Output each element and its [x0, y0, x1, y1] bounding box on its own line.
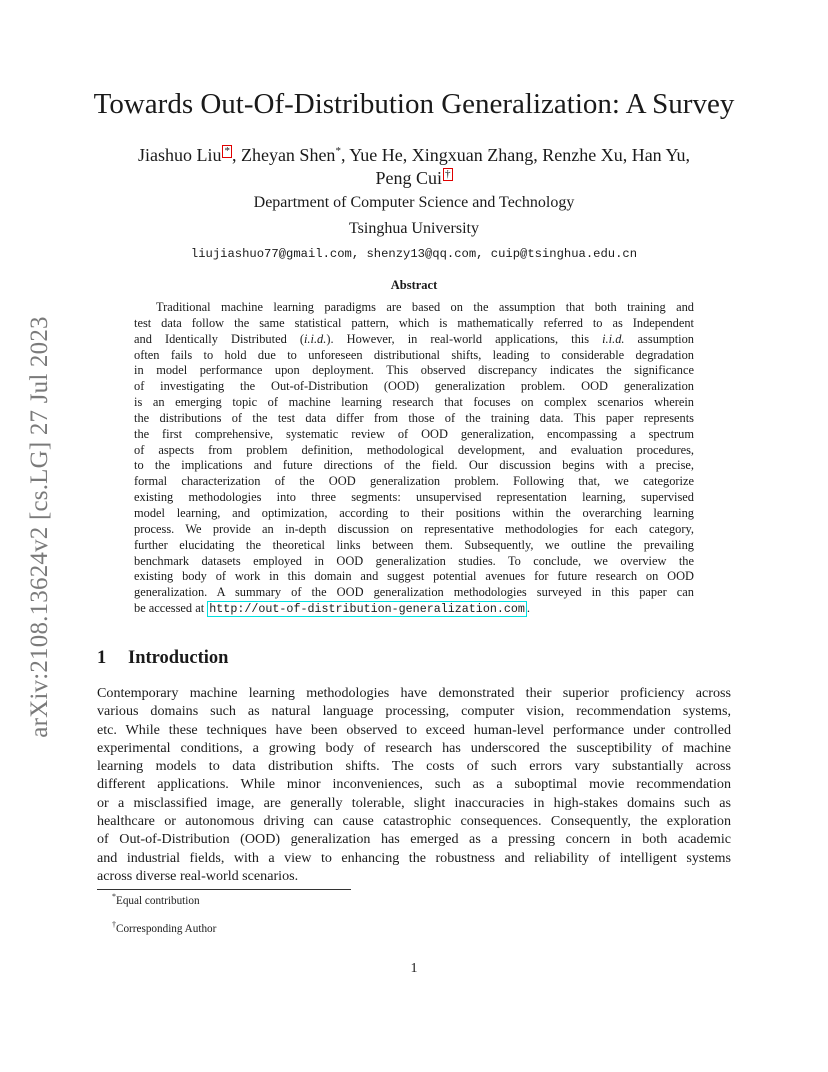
abstract-body: [134, 300, 694, 618]
abstract-line: and Identically Distributed (i.i.d.). However, in real-world applications, this i.i.d. assumption: [134, 331, 695, 346]
body-line: different applications. While minor inconveniences, such as a suboptimal movie recommendation: [97, 776, 731, 793]
abstract-line: the first comprehensive, systematic review of OOD generalization, encompassing a spectrum: [134, 426, 694, 441]
abstract-line: Traditional machine learning paradigms are based on the assumption that both training and: [156, 300, 694, 314]
footnote-link-equal-contribution[interactable]: *: [224, 145, 230, 157]
body-line: or a misclassified image, are generally tolerable, slight inaccuracies in high-stakes domains such as: [97, 794, 731, 811]
author-liu: Jiashuo Liu: [137, 145, 222, 165]
body-line: healthcare or autonomous driving can cause catastrophic consequences. Consequently, the exploration: [97, 813, 731, 830]
abstract-heading: Abstract: [390, 278, 438, 292]
abstract-line: existing methodologies into three segments: unsupervised representation learning, supervised: [134, 490, 694, 505]
body-line: etc. While these techniques have been observed to exceed human-level performance under controlled: [97, 721, 731, 738]
author-list: [95, 144, 733, 190]
author-line-1: [95, 144, 733, 167]
abstract-line: process. We provide an in-depth discussion on representative methodologies for each category,: [134, 521, 694, 536]
abstract-line: be accessed at http://out-of-distribution-generalization.com .: [134, 601, 531, 617]
abstract-line: of aspects from problem definition, methodological development, and evaluation procedures,: [134, 442, 694, 457]
abstract-line: often fails to hold due to unforeseen distributional shifts, leading to considerable degradation: [134, 347, 694, 362]
project-url-link[interactable]: http://out-of-distribution-generalization.com: [209, 602, 525, 617]
footnote-divider: [97, 889, 351, 890]
affiliation-university: Tsinghua University: [349, 220, 479, 237]
abstract-line: of investigating the Out-of-Distribution (OOD) generalization problem. OOD generalization: [134, 379, 694, 394]
author-cui: Peng Cui: [375, 168, 442, 188]
arxiv-identifier-stamp: arXiv:2108.13624v2 [cs.LG] 27 Jul 2023: [26, 316, 53, 738]
abstract-line: in model performance upon deployment. This observed discrepancy indicates the significance: [134, 363, 694, 378]
equal-contribution-mark: *: [335, 145, 341, 157]
abstract-line: existing body of work in this domain and suggest potential avenues for future research on OOD: [134, 569, 694, 584]
body-line: and industrial fields, with a view to enhancing the robustness and reliability of intelligent systems: [97, 849, 731, 866]
section-title: Introduction: [128, 648, 229, 668]
paper-title: Towards Out-Of-Distribution Generalization: A Survey: [93, 88, 735, 120]
author-line-2: [95, 167, 733, 190]
abstract-line: to the implications and future directions of the field. Our discussion begins with a precise,: [134, 458, 694, 473]
abstract-line: the distributions of the test data differ from those of the training data. This paper represents: [134, 410, 694, 425]
abstract-line: test data follow the same statistical pattern, which is mathematically referred to as Independent: [134, 315, 694, 330]
footnote-link-corresponding-author[interactable]: †: [445, 168, 451, 180]
section-number: 1: [97, 648, 107, 668]
body-line: experimental conditions, a growing body of research has underscored the susceptibility of machine: [97, 739, 731, 756]
affiliation-department: Department of Computer Science and Technology: [253, 194, 575, 211]
abstract-line: model learning, and optimization, according to their positions within the overarching learning: [134, 505, 694, 520]
author-shen: , Zheyan Shen: [231, 145, 336, 165]
section-heading-introduction: [97, 648, 228, 669]
body-line: across diverse real-world scenarios.: [97, 867, 299, 884]
abstract-line: benchmark datasets employed in OOD generalization studies. To conclude, we overview the: [134, 553, 694, 568]
footnote-corresponding-author: †Corresponding Author: [112, 920, 217, 935]
abstract-line: formal characterization of the OOD generalization problem. Following that, we categorize: [134, 474, 694, 489]
abstract-line: further elucidating the theoretical links between them. Subsequently, we outline the prevailing: [134, 537, 694, 552]
introduction-body: [97, 684, 731, 885]
body-line: Contemporary machine learning methodologies have demonstrated their superior proficiency across: [97, 685, 731, 701]
body-line: learning models to data distribution shifts. The costs of such errors vary substantially across: [97, 758, 731, 775]
abstract-line: is an emerging topic of machine learning research that focuses on complex scenarios wherein: [134, 395, 694, 410]
footnote-equal-contribution: *Equal contribution: [112, 892, 200, 907]
page-number: 1: [410, 961, 418, 976]
author-others: , Yue He, Xingxuan Zhang, Renzhe Xu, Han Yu,: [340, 145, 691, 165]
body-line: of Out-of-Distribution (OOD) generalization has emerged as a pressing concern in both academic: [97, 831, 731, 848]
author-emails: liujiashuo77@gmail.com, shenzy13@qq.com, cuip@tsinghua.edu.cn: [190, 247, 638, 261]
abstract-line: generalization. A summary of the OOD generalization methodologies surveyed in this paper can: [134, 585, 694, 600]
body-line: various domains such as natural language processing, computer vision, recommendation systems,: [97, 703, 731, 720]
